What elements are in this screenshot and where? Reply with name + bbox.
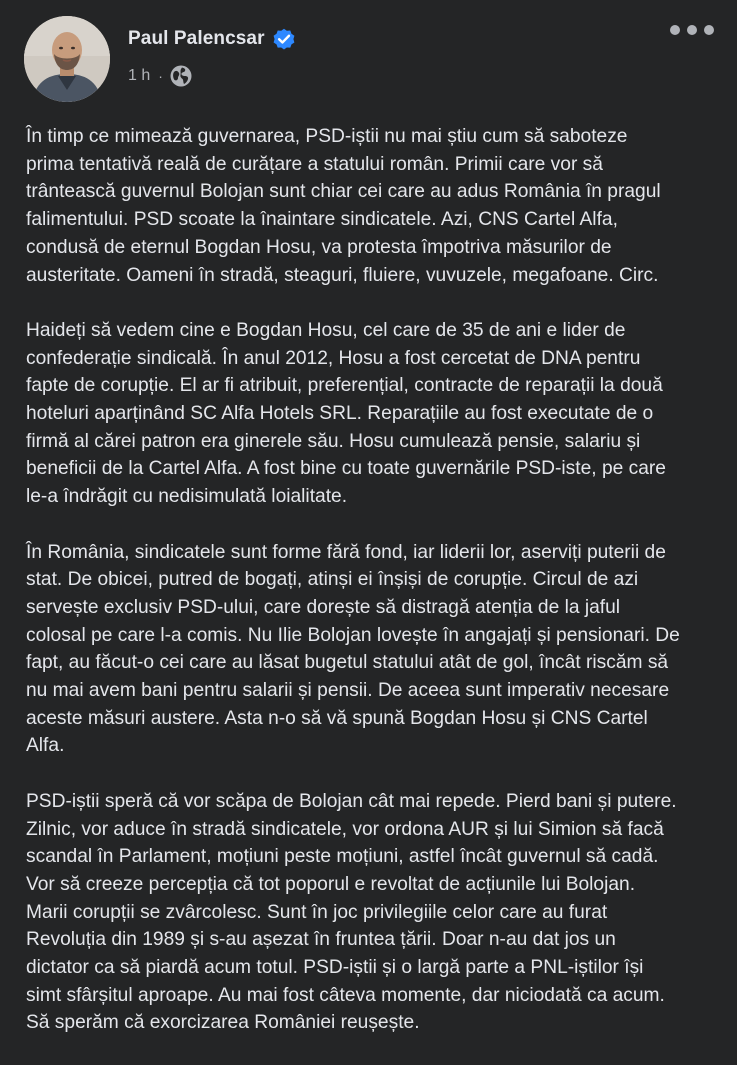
globe-icon[interactable]: [169, 64, 193, 88]
post-meta: [128, 64, 193, 88]
post-timestamp[interactable]: 1 h: [128, 67, 151, 84]
avatar-photo: [24, 16, 110, 102]
more-dot: [704, 25, 714, 35]
post-paragraph-2: Haideți să vedem cine e Bogdan Hosu, cel care de 35 de ani e lider de confederație sindicală. În anul 2012, Hosu a fost cercetat de DNA pentru fapte de corupție. El ar fi atribuit, preferențial, contracte de reparații la două hoteluri aparținând SC Alfa Hotels SRL. Reparațiile au fost executate de o firmă al cărei patron era ginerele său. Hosu cumulează pensie, salariu și beneficii de la Cartel Alfa. A fost bine cu toate guvernările PSD-iste, pe care le-a îndrăgit cu nedisimulată loialitate.: [26, 319, 666, 508]
post-header: [24, 16, 714, 102]
post-paragraph-3: În România, sindicatele sunt forme fără fond, iar liderii lor, aserviți puterii de stat. De obicei, putred de bogați, atinși ei înșiși de corupție. Circul de azi servește exclusiv PSD-ului, care dorește să distragă atenția de la jaful colosal pe care l-a comis. Nu Ilie Bolojan lovește în angajați și pensionari. De fapt, au făcut-o cei care au lăsat bugetul statului atât de gol, încât riscăm să nu mai avem bani pentru salarii și pensii. De aceea sunt imperativ necesare aceste măsuri austere. Asta n-o să vă spună Bogdan Hosu și CNS Cartel Alfa.: [26, 541, 680, 757]
post-body: [26, 123, 716, 1065]
verified-badge-icon: [271, 26, 297, 52]
more-dot: [687, 25, 697, 35]
more-options-icon[interactable]: [670, 20, 714, 40]
author-name[interactable]: Paul Palencsar: [128, 28, 265, 49]
author-name-row: [128, 26, 297, 52]
meta-separator: ·: [158, 68, 163, 84]
post-paragraph-1: În timp ce mimează guvernarea, PSD-iștii nu mai știu cum să saboteze prima tentativă reală de curățare a statului român. Primii care vor să trântească guvernul Bolojan sunt chiar cei care au adus România în pragul falimentului. PSD scoate la înaintare sindicatele. Azi, CNS Cartel Alfa, condusă de eternul Bogdan Hosu, va protesta împotriva măsurilor de austeritate. Oameni în stradă, steaguri, fluiere, vuvuzele, megafoane. Circ.: [26, 126, 661, 286]
more-dot: [670, 25, 680, 35]
author-avatar[interactable]: [24, 16, 110, 102]
post-paragraph-4: PSD-iștii speră că vor scăpa de Bolojan cât mai repede. Pierd bani și putere. Zilnic, vor aduce în stradă sindicatele, vor ordona AUR și lui Simion să facă scandal în Parlament, moțiuni peste moțiuni, astfel încât guvernul să cadă. Vor să creeze percepția că tot poporul e revoltat de acțiunile lui Bolojan. Marii corupții se zvârcolesc. Sunt în joc privilegiile celor care au furat Revoluția din 1989 și s-au așezat în fruntea țării. Doar n-au dat jos un dictator ca să piardă acum totul. PSD-iștii și o largă parte a PNL-iștilor își simt sfârșitul aproape. Au mai fost câteva momente, dar niciodată ca acum. Să sperăm că exorcizarea României reușește.: [26, 790, 677, 1034]
